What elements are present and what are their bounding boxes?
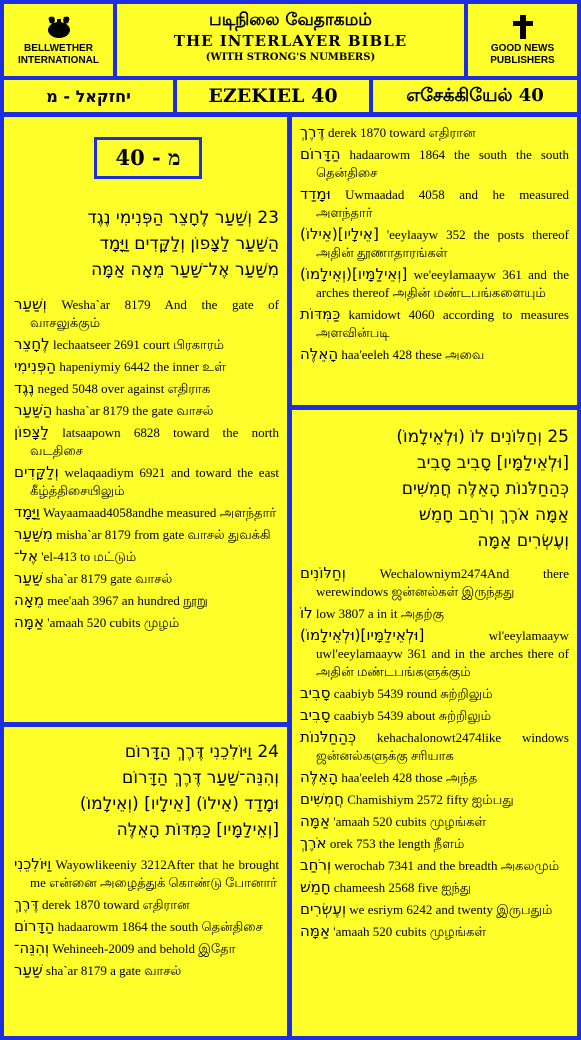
lexicon-entry xyxy=(300,626,569,681)
gloss-text: hadaarowm 1864 the south the south தென்திசை xyxy=(316,147,570,180)
gloss-text: lechaatseer 2691 court பிரகாரம் xyxy=(52,337,225,352)
gloss-text: hadaarowm 1864 the south தென்திசை xyxy=(57,919,263,934)
hebrew-word: הַדָּרוֹם xyxy=(14,917,55,935)
gloss-text: neged 5048 over against எதிராக xyxy=(37,381,211,396)
hebrew-word: וּמָדַד xyxy=(300,185,331,203)
hebrew-word: שַׁעַר xyxy=(14,961,43,979)
hebrew-word: דֶּרֶךְ xyxy=(300,123,325,141)
hebrew-word: אֹרֶךְ xyxy=(300,834,327,852)
lexicon-entry xyxy=(300,878,569,897)
lexicon-entry xyxy=(300,225,569,262)
title-subtitle: (WITH STRONG'S NUMBERS) xyxy=(205,52,376,63)
gloss-text: kehachalonowt2474like windows ஜன்னல்களுக்கு சரியாக xyxy=(316,730,569,763)
lexicon-entry xyxy=(14,939,279,958)
hebrew-word: (וּלְאֵילָמוֹ)[וּלְאֵילַמָּיו] xyxy=(300,626,425,644)
lexicon-entry xyxy=(14,463,279,500)
gloss-text: wl'eeylamaayw uwl'eeylamaayw 361 and in the arches there of அதின் மண்டபங்களுக்கும் xyxy=(316,628,569,679)
gloss-text: derek 1870 toward எதிரான xyxy=(327,125,476,140)
hebrew-word: חָמֵשׁ xyxy=(300,878,331,896)
goodnews-logo xyxy=(468,4,577,76)
hebrew-word: סָבִיב xyxy=(300,684,331,702)
gloss-text: chameesh 2568 five ஐந்து xyxy=(333,880,472,895)
gloss-text: Chamishiym 2572 fifty ஐம்பது xyxy=(347,792,514,807)
hebrew-word: מִשַּׁעַר xyxy=(14,525,53,543)
verse-line: מִשַּׁעַר אֶל־שַׁעַר מֵאָה אַמָּה xyxy=(91,260,279,280)
hebrew-word: חֲמִשִּׁים xyxy=(300,790,344,808)
hebrew-word: הַשַּׁעַר xyxy=(14,401,53,419)
gloss-text: werochab 7341 and the breadth அகலமும் xyxy=(334,858,560,873)
hebrew-word: נֶגֶד xyxy=(14,379,35,397)
hebrew-word: אֶל־ xyxy=(14,547,38,565)
lexicon-entry xyxy=(300,185,569,222)
lexicon-entry xyxy=(300,265,569,302)
hebrew-word: אַמָּה xyxy=(300,922,331,940)
verse-line: וְהִנֵּה־שַׁעַר דֶּרֶךְ הַדָּרוֹם xyxy=(122,768,279,788)
gloss-text: sha`ar 8179 a gate வாசல் xyxy=(45,963,182,978)
gloss-text: latsaapown 6828 toward the north வடதிசை xyxy=(30,425,280,458)
verse-25-panel xyxy=(292,410,577,1036)
hebrew-word: וַיָּמָד xyxy=(14,503,40,521)
lexicon-entry xyxy=(300,812,569,831)
lexicon-entry xyxy=(14,503,279,522)
verse-line: 23 וְשַׁעַר לֶחָצֵר הַפְּנִימִי נֶגֶד xyxy=(87,208,279,228)
gloss-text: welaqaadiym 6921 and toward the east கீழ்த்திசையிலும் xyxy=(30,465,280,498)
verse-25-hebrew xyxy=(300,424,569,554)
gloss-text: haa'eeleh 428 those அந்த xyxy=(341,770,478,785)
hebrew-word: וְחַלּוֹנִים xyxy=(300,564,346,582)
verse-23-hebrew xyxy=(14,205,279,283)
verse-24-continued-panel xyxy=(292,117,577,405)
lexicon-entry xyxy=(300,706,569,725)
logo-right-line2: PUBLISHERS xyxy=(490,55,555,66)
gloss-text: we'eeylamaayw 361 and the arches thereof அதின் மண்டபங்களையும் xyxy=(316,267,569,300)
book-english: EZEKIEL 40 xyxy=(177,80,369,112)
verse-24-hebrew xyxy=(14,739,279,843)
lexicon-entry xyxy=(300,768,569,787)
hebrew-word: כַּמִּדּוֹת xyxy=(300,305,341,323)
hebrew-word: סָבִיב xyxy=(300,706,331,724)
hebrew-word: הַדָּרוֹם xyxy=(300,145,341,163)
verse-line: [וְאֵילַמָּיו] כַּמִּדּוֹת הָאֵלֶּה xyxy=(116,820,279,840)
gloss-text: Uwmaadad 4058 and he measured அளந்தார் xyxy=(316,187,569,220)
chapter-badge: מ - 40 xyxy=(94,137,202,179)
lexicon-entry xyxy=(14,569,279,588)
lexicon-entry xyxy=(14,591,279,610)
gloss-text: 'amaah 520 cubits முழங்கள் xyxy=(333,814,487,829)
verse-23-entries xyxy=(14,295,279,632)
verse-line: אַמָּה אֹרֶךְ וְרֹחַב חָמֵשׁ xyxy=(418,505,569,525)
hebrew-word: וְלַקָּדִים xyxy=(14,463,59,481)
verse-24-entries xyxy=(14,855,279,980)
gloss-text: hapeniymiy 6442 the inner உள் xyxy=(59,359,226,374)
gloss-text: we esriym 6242 and twenty இருபதும் xyxy=(349,902,553,917)
lexicon-entry xyxy=(300,145,569,182)
lexicon-entry xyxy=(14,961,279,980)
ram-icon xyxy=(44,13,74,41)
lexicon-entry xyxy=(300,564,569,601)
title-tamil: படிநிலை வேதாகமம் xyxy=(209,10,372,30)
gloss-text: haa'eeleh 428 these அவை xyxy=(341,347,485,362)
lexicon-entry xyxy=(300,790,569,809)
lexicon-entry xyxy=(14,547,279,566)
hebrew-word: מֵאָה xyxy=(14,591,45,609)
lexicon-entry xyxy=(14,357,279,376)
gloss-text: caabiyb 5439 round சுற்றிலும் xyxy=(333,686,493,701)
hebrew-word: אַמָּה xyxy=(14,613,45,631)
title-english: THE INTERLAYER BIBLE xyxy=(173,32,408,50)
lexicon-entry xyxy=(14,855,279,892)
gloss-text: orek 753 the length நீளம் xyxy=(329,836,465,851)
verse-line: כְּהַחַלֹּנוֹת הָאֵלֶּה חֲמִשִּׁים xyxy=(401,479,569,499)
book-tamil: எசேக்கியேல் 40 xyxy=(373,80,577,112)
gloss-text: 'amaah 520 cubits முழங்கள் xyxy=(333,924,487,939)
logo-left-line1: BELLWETHER xyxy=(24,43,93,54)
gloss-text: Wehineeh-2009 and behold இதோ xyxy=(52,941,236,956)
lexicon-entry xyxy=(300,922,569,941)
verse-line: הַשַּׁעַר לַצָּפוֹן וְלַקָּדִים וַיָּמָד xyxy=(99,234,279,254)
lexicon-entry xyxy=(300,856,569,875)
verse-line: וּמָדַד (אֵילוֹ) [אֵילָיו] (וְאֵילָמוֹ) xyxy=(79,794,279,814)
hebrew-word: (וְאֵילָמוֹ)[וְאֵילַמָּיו] xyxy=(300,265,408,283)
lexicon-entry xyxy=(300,728,569,765)
bellwether-logo xyxy=(4,4,113,76)
hebrew-word: כְּהַחַלֹּנוֹת xyxy=(300,728,357,746)
hebrew-word: לַצָּפוֹן xyxy=(14,423,49,441)
hebrew-word: אַמָּה xyxy=(300,812,331,830)
verse-line: 25 וְחַלּוֹנִים לוֹ (וּלְאֵילָמוֹ) xyxy=(396,427,569,447)
lexicon-entry xyxy=(14,613,279,632)
gloss-text: 'el-413 to மட்டும் xyxy=(41,549,137,564)
verse-25-entries xyxy=(300,564,569,941)
hebrew-word: לֶחָצֵר xyxy=(14,335,50,353)
logo-left-line2: INTERNATIONAL xyxy=(18,55,99,66)
verse-24-panel xyxy=(4,727,287,1036)
lexicon-entry xyxy=(14,295,279,332)
gloss-text: mee'aah 3967 an hundred நூறு xyxy=(47,593,208,608)
gloss-text: derek 1870 toward எதிரான xyxy=(41,897,190,912)
gloss-text: misha`ar 8179 from gate வாசல் துவக்கி xyxy=(56,527,271,542)
hebrew-word: הָאֵלֶּה xyxy=(300,768,339,786)
verse-line: וְעֶשְׂרִים אַמָּה xyxy=(477,531,569,551)
verse-line: [וּלְאֵילַמָּיו] סָבִיב סָבִיב xyxy=(416,453,569,473)
lexicon-entry xyxy=(14,379,279,398)
verse-line: 24 וַיּוֹלִכֵנִי דֶּרֶךְ הַדָּרוֹם xyxy=(124,742,279,762)
cross-icon xyxy=(508,13,538,41)
title-block xyxy=(117,4,464,76)
gloss-text: low 3807 a in it அதற்கு xyxy=(315,606,444,621)
lexicon-entry xyxy=(300,834,569,853)
hebrew-word: וְהִנֵּה־ xyxy=(14,939,50,957)
lexicon-entry xyxy=(300,900,569,919)
lexicon-entry xyxy=(14,917,279,936)
lexicon-entry xyxy=(14,335,279,354)
verse-23-panel xyxy=(4,117,287,722)
lexicon-entry xyxy=(14,895,279,914)
gloss-text: Wechalowniym2474And there werewindows ஜன்னல்கள் இருந்தது xyxy=(316,566,569,599)
hebrew-word: וְעֶשְׂרִים xyxy=(300,900,347,918)
lexicon-entry xyxy=(300,684,569,703)
lexicon-entry xyxy=(14,423,279,460)
gloss-text: Wesha`ar 8179 And the gate of வாசலுக்கும் xyxy=(30,297,280,330)
gloss-text: Wayaamaad4058andhe measured அளந்தார் xyxy=(43,505,277,520)
lexicon-entry xyxy=(300,604,569,623)
hebrew-word: וַיּוֹלִכֵנִי xyxy=(14,855,52,873)
gloss-text: kamidowt 4060 according to measures அளவின்படி xyxy=(316,307,569,340)
gloss-text: hasha`ar 8179 the gate வாசல் xyxy=(55,403,214,418)
lexicon-entry xyxy=(300,305,569,342)
hebrew-word: דֶּרֶךְ xyxy=(14,895,39,913)
gloss-text: sha`ar 8179 gate வாசல் xyxy=(45,571,173,586)
book-hebrew: יחזקאל - מ xyxy=(4,80,173,112)
lexicon-entry xyxy=(14,525,279,544)
verse-24-continued-entries xyxy=(300,123,569,364)
lexicon-entry xyxy=(300,123,569,142)
gloss-text: 'eeylaayw 352 the posts thereof அதின் தூணாதாரங்கள் xyxy=(316,227,569,260)
hebrew-word: שַׁעַר xyxy=(14,569,43,587)
hebrew-word: (אֵילוֹ)[אֵילָיו] xyxy=(300,225,379,243)
gloss-text: 'amaah 520 cubits முழம் xyxy=(47,615,180,630)
lexicon-entry xyxy=(300,345,569,364)
gloss-text: Wayowlikeeniy 3212After that he brought me என்னை அழைத்துக் கொண்டு போனார் xyxy=(30,857,279,890)
hebrew-word: וְרֹחַב xyxy=(300,856,332,874)
gloss-text: caabiyb 5439 about சுற்றிலும் xyxy=(333,708,492,723)
hebrew-word: וְשַׁעַר xyxy=(14,295,47,313)
logo-right-line1: GOOD NEWS xyxy=(490,43,555,54)
lexicon-entry xyxy=(14,401,279,420)
hebrew-word: לוֹ xyxy=(300,604,313,622)
hebrew-word: הָאֵלֶּה xyxy=(300,345,339,363)
hebrew-word: הַפְּנִימִי xyxy=(14,357,57,375)
